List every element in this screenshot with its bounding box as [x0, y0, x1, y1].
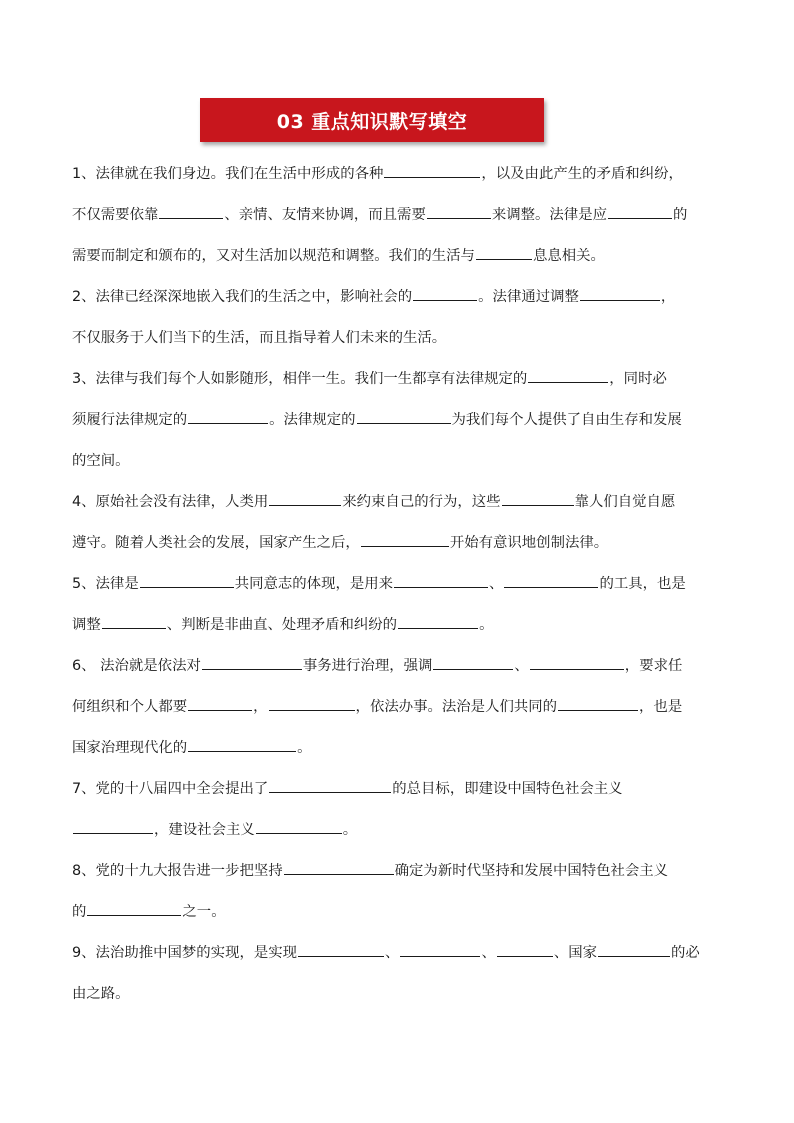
fill-in-blank[interactable] [608, 203, 672, 219]
question-line [72, 810, 732, 851]
question-5 [72, 564, 732, 646]
fill-in-blank[interactable] [202, 654, 302, 670]
fill-in-blank[interactable] [188, 408, 268, 424]
question-text: ， [660, 289, 676, 305]
question-line [72, 523, 732, 564]
question-text: ， [253, 699, 268, 715]
question-7 [72, 769, 732, 851]
fill-in-blank[interactable] [558, 695, 638, 711]
fill-in-blank[interactable] [384, 162, 480, 178]
question-text: 。 [342, 822, 358, 838]
question-text: ，建设社会主义 [154, 822, 255, 838]
question-line [72, 318, 732, 359]
title-banner [200, 98, 544, 142]
fill-in-blank[interactable] [256, 818, 342, 834]
fill-in-blank[interactable] [398, 613, 478, 629]
fill-in-blank[interactable] [102, 613, 166, 629]
question-list [72, 154, 732, 1015]
question-text: 、 [514, 658, 529, 674]
question-text: 。 [479, 617, 494, 633]
question-text: 、亲情、友情来协调，而且需要 [224, 207, 426, 223]
question-line [72, 482, 732, 523]
question-text: 8、党的十九大报告进一步把坚持 [72, 863, 283, 879]
question-text: 国家治理现代化的 [72, 740, 188, 756]
question-text: 2、法律已经深深地嵌入我们的生活之中，影响社会的 [72, 289, 413, 305]
question-text: 确定为新时代坚持和发展中国特色社会主义 [394, 863, 669, 879]
question-line [72, 851, 732, 892]
question-line [72, 728, 732, 769]
fill-in-blank[interactable] [357, 408, 451, 424]
question-text: 由之路。 [72, 986, 130, 1002]
question-text: 。法律通过调整 [478, 289, 579, 305]
question-line [72, 154, 732, 195]
question-text: 的必 [671, 945, 700, 961]
fill-in-blank[interactable] [87, 900, 181, 916]
question-text: 遵守。随着人类社会的发展，国家产生之后， [72, 535, 360, 551]
fill-in-blank[interactable] [427, 203, 491, 219]
fill-in-blank[interactable] [73, 818, 153, 834]
fill-in-blank[interactable] [188, 736, 296, 752]
question-line [72, 974, 732, 1015]
question-line [72, 646, 732, 687]
question-text: ，依法办事。法治是人们共同的 [355, 699, 558, 715]
question-6 [72, 646, 732, 769]
question-4 [72, 482, 732, 564]
question-text: 的 [672, 207, 688, 223]
question-line [72, 687, 732, 728]
question-1 [72, 154, 732, 277]
fill-in-blank[interactable] [433, 654, 513, 670]
question-8 [72, 851, 732, 933]
question-text: ，同时必 [609, 371, 667, 387]
question-text: 靠人们自觉自愿 [574, 494, 676, 510]
question-text: ，要求任 [624, 658, 683, 674]
question-text: 4、原始社会没有法律，人类用 [72, 494, 269, 510]
fill-in-blank[interactable] [188, 695, 252, 711]
question-text: 来约束自己的行为，这些 [342, 494, 501, 510]
fill-in-blank[interactable] [269, 490, 341, 506]
question-text: 息息相关。 [532, 248, 605, 264]
question-text: 5、法律是 [72, 576, 139, 592]
fill-in-blank[interactable] [530, 654, 624, 670]
fill-in-blank[interactable] [140, 572, 234, 588]
fill-in-blank[interactable] [394, 572, 488, 588]
question-text: ，也是 [639, 699, 683, 715]
question-text: 的 [72, 904, 87, 920]
question-text: 。 [297, 740, 312, 756]
question-text: 6、 法治就是依法对 [72, 658, 201, 674]
question-text: 的总目标，即建设中国特色社会主义 [392, 781, 623, 797]
question-9 [72, 933, 732, 1015]
question-line [72, 441, 732, 482]
fill-in-blank[interactable] [598, 941, 670, 957]
fill-in-blank[interactable] [159, 203, 223, 219]
question-text: 、判断是非曲直、处理矛盾和纠纷的 [166, 617, 398, 633]
fill-in-blank[interactable] [269, 695, 355, 711]
question-text: 3、法律与我们每个人如影随形，相伴一生。我们一生都享有法律规定的 [72, 371, 528, 387]
fill-in-blank[interactable] [284, 859, 394, 875]
question-text: 、 [489, 576, 504, 592]
question-text: 不仅需要依靠 [72, 207, 159, 223]
question-text: 9、法治助推中国梦的实现，是实现 [72, 945, 298, 961]
question-line [72, 769, 732, 810]
fill-in-blank[interactable] [400, 941, 480, 957]
page-title: 03 重点知识默写填空 [276, 110, 468, 133]
question-line [72, 605, 732, 646]
fill-in-blank[interactable] [497, 941, 553, 957]
question-text: 、 [385, 945, 400, 961]
question-line [72, 359, 732, 400]
question-text: 不仅服务于人们当下的生活，而且指导着人们未来的生活。 [72, 330, 447, 346]
question-text: 事务进行治理，强调 [302, 658, 433, 674]
fill-in-blank[interactable] [269, 777, 391, 793]
fill-in-blank[interactable] [504, 572, 598, 588]
question-text: 来调整。法律是应 [491, 207, 607, 223]
question-text: 开始有意识地创制法律。 [449, 535, 609, 551]
question-text: 须履行法律规定的 [72, 412, 188, 428]
question-text: 调整 [72, 617, 101, 633]
question-text: 的空间。 [72, 453, 130, 469]
question-line [72, 564, 732, 605]
fill-in-blank[interactable] [476, 244, 532, 260]
question-line [72, 236, 732, 277]
question-line [72, 933, 732, 974]
fill-in-blank[interactable] [361, 531, 449, 547]
fill-in-blank[interactable] [298, 941, 384, 957]
question-text: 何组织和个人都要 [72, 699, 188, 715]
question-text: 共同意志的体现，是用来 [234, 576, 394, 592]
question-text: 的工具，也是 [599, 576, 686, 592]
question-text: 为我们每个人提供了自由生存和发展 [451, 412, 682, 428]
fill-in-blank[interactable] [502, 490, 574, 506]
question-text: 1、法律就在我们身边。我们在生活中形成的各种 [72, 166, 384, 182]
question-text: 7、党的十八届四中全会提出了 [72, 781, 269, 797]
fill-in-blank[interactable] [580, 285, 660, 301]
question-text: 、国家 [553, 945, 598, 961]
question-line [72, 195, 732, 236]
question-2 [72, 277, 732, 359]
question-line [72, 277, 732, 318]
question-text: ，以及由此产生的矛盾和纠纷， [481, 166, 683, 182]
question-line [72, 892, 732, 933]
question-text: 需要而制定和颁布的，又对生活加以规范和调整。我们的生活与 [72, 248, 475, 264]
fill-in-blank[interactable] [413, 285, 477, 301]
question-text: 。法律规定的 [269, 412, 356, 428]
question-line [72, 400, 732, 441]
question-text: 、 [481, 945, 496, 961]
fill-in-blank[interactable] [528, 367, 608, 383]
question-text: 之一。 [182, 904, 226, 920]
question-3 [72, 359, 732, 482]
